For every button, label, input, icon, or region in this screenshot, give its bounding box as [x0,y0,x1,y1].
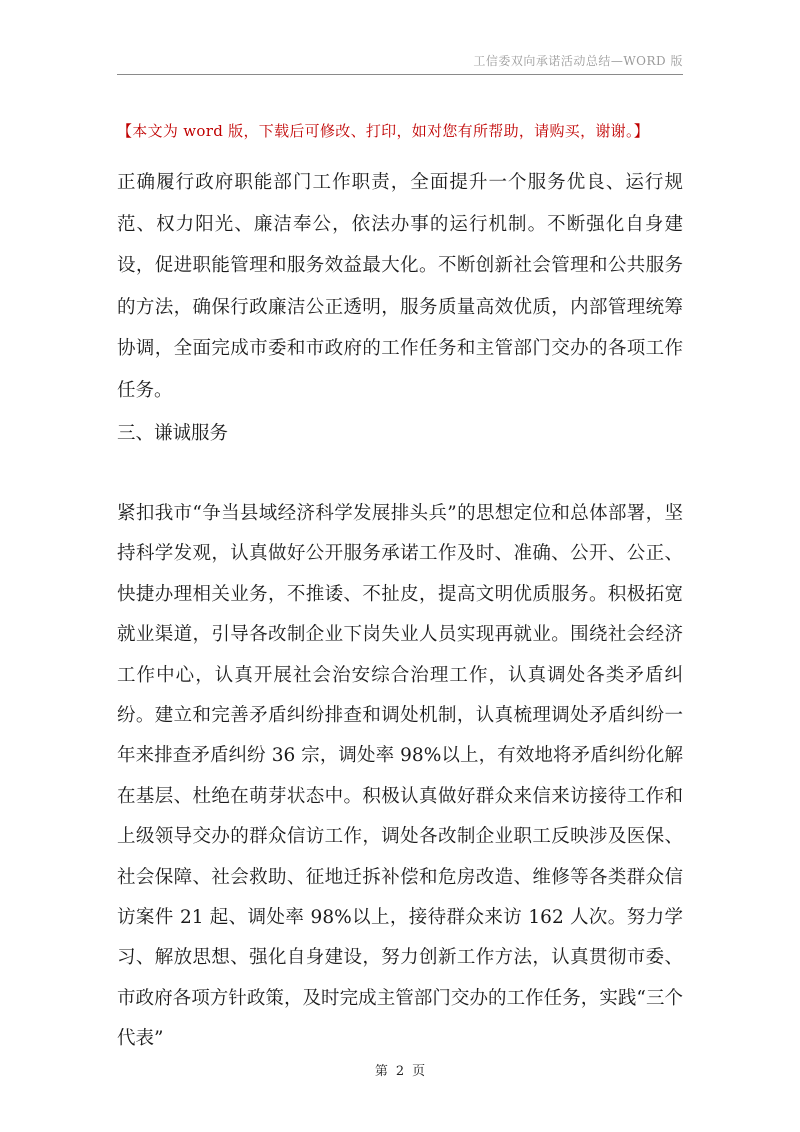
body-paragraph-2: 紧扣我市“争当县域经济科学发展排头兵”的思想定位和总体部署，坚持科学发观，认真做好公开服务承诺工作及时、准确、公开、公正、快捷办理相关业务，不推诿、不扯皮，提高文明优质服务。积极拓宽就业渠道，引导各改制企业下岗失业人员实现再就业。围绕社会经济工作中心，认真开展社会治安综合治理工作，认真调处各类矛盾纠纷。建立和完善矛盾纠纷排查和调处机制，认真梳理调处矛盾纠纷一年来排查矛盾纠纷 36 宗，调处率 98%以上，有效地将矛盾纠纷化解在基层、杜绝在萌芽状态中。积极认真做好群众来信来访接待工作和上级领导交办的群众信访工作，调处各改制企业职工反映涉及医保、社会保障、社会救助、征地迁拆补偿和危房改造、维修等各类群众信访案件 21 起、调处率 98%以上，接待群众来访 162 人次。努力学习、解放思想、强化自身建设，努力创新工作方法，认真贯彻市委、市政府各项方针政策，及时完成主管部门交办的工作任务，实践“三个代表” [117,503,683,1050]
section-heading: 三、谦诚服务 [117,423,229,444]
page-prefix: 第 [374,1064,388,1079]
page-suffix: 页 [412,1064,426,1079]
page-footer [0,1060,800,1079]
page-number: 2 [395,1064,405,1079]
running-header: 工信委双向承诺活动总结—WORD 版 [473,54,683,68]
download-notice: 【本文为 word 版，下载后可修改、打印，如对您有所帮助，请购买，谢谢。】 [117,122,650,140]
header-divider [117,74,683,75]
body-paragraph-1: 正确履行政府职能部门工作职责，全面提升一个服务优良、运行规范、权力阳光、廉洁奉公，依法办事的运行机制。不断强化自身建设，促进职能管理和服务效益最大化。不断创新社会管理和公共服务的方法，确保行政廉洁公正透明，服务质量高效优质，内部管理统筹协调，全面完成市委和市政府的工作任务和主管部门交办的各项工作任务。 [117,172,683,401]
